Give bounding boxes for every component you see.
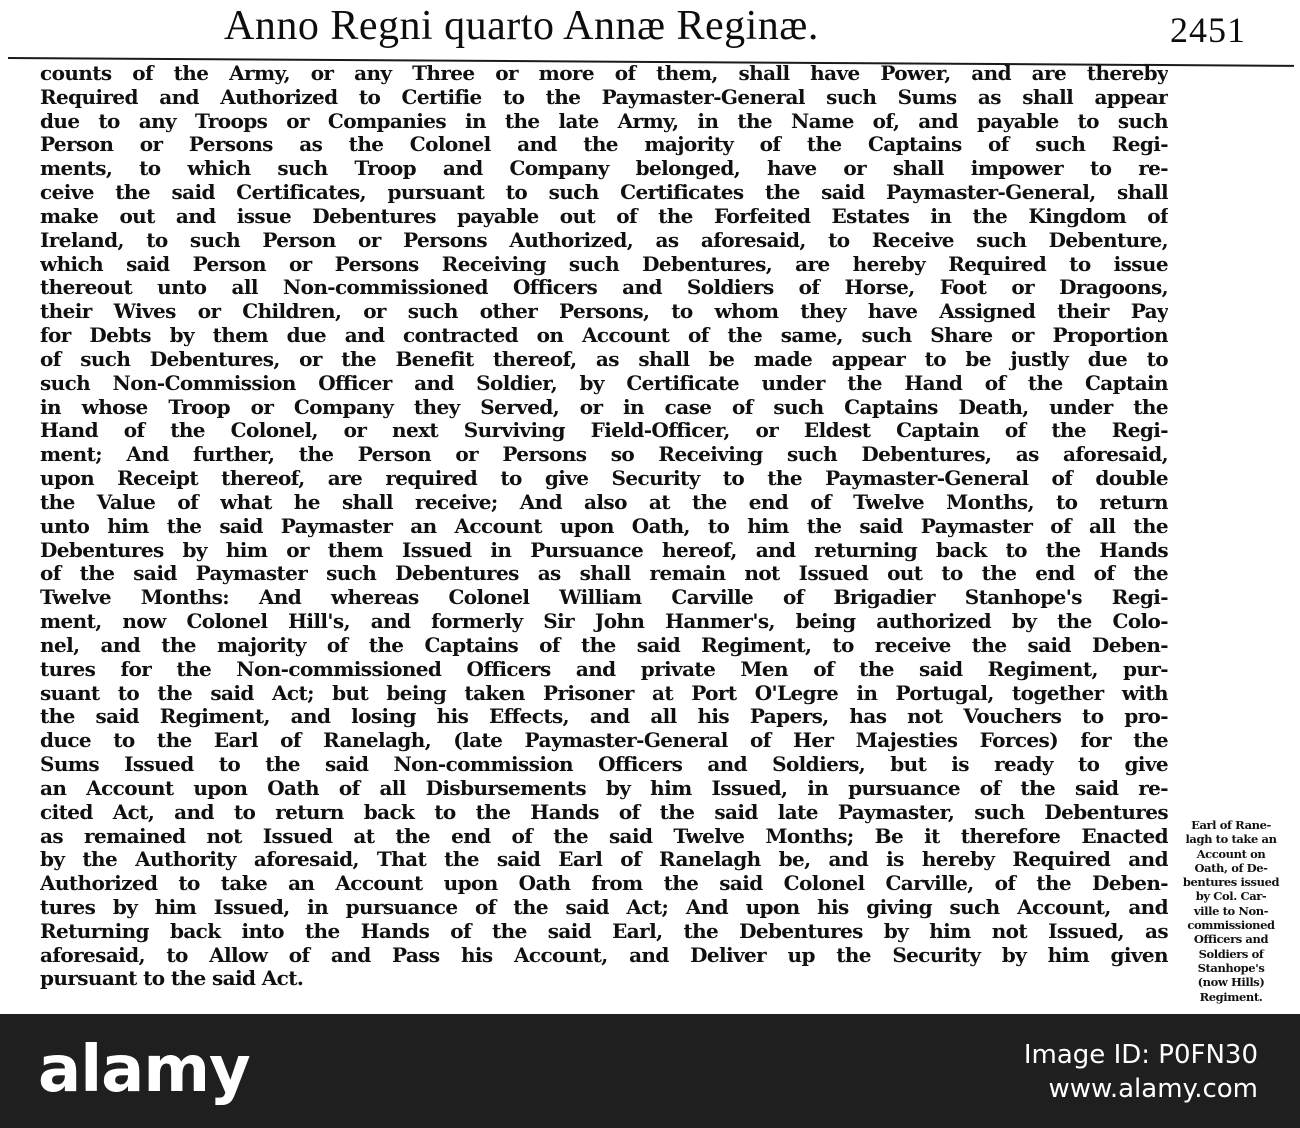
- site-url: www.alamy.com: [1048, 1074, 1258, 1104]
- image-reference: [1024, 1038, 1258, 1106]
- text-line: nel, and the majority of the Captains of the said Regiment, to receive the said Deben-: [40, 633, 1168, 657]
- text-line: of the said Paymaster such Debentures as shall remain not Issued out to the end of the: [40, 562, 1168, 586]
- text-line: tures for the Non-commissioned Officers and private Men of the said Regiment, pur-: [40, 657, 1168, 681]
- text-line: Person or Persons as the Colonel and the majority of the Captains of such Regi-: [40, 133, 1168, 157]
- text-line: in whose Troop or Company they Served, or in case of such Captains Death, under the: [40, 395, 1168, 419]
- text-line: tures by him Issued, in pursuance of the said Act; And upon his giving such Account, and: [40, 895, 1168, 919]
- text-line: Ireland, to such Person or Persons Authorized, as aforesaid, to Receive such Debenture,: [40, 228, 1168, 252]
- margin-note-line: (now Hills): [1197, 975, 1265, 990]
- margin-note-line: bentures issued: [1182, 875, 1280, 890]
- text-line: for Debts by them due and contracted on Account of the same, such Share or Proportion: [40, 324, 1168, 348]
- image-id-label: Image ID: P0FN30: [1023, 1040, 1258, 1070]
- margin-note-line: Stanhope's: [1197, 960, 1265, 975]
- margin-note-line: commissioned: [1187, 918, 1275, 933]
- text-line: ment, now Colonel Hill's, and formerly Sir John Hanmer's, being authorized by the Colo-: [40, 610, 1168, 634]
- brand-logo: alamy: [38, 1033, 250, 1107]
- text-line: cited Act, and to return back to the Hands of the said late Paymaster, such Debentures: [40, 800, 1168, 824]
- text-line: upon Receipt thereof, are required to give Security to the Paymaster-General of double: [40, 467, 1168, 491]
- margin-note-line: Oath, of De-: [1194, 860, 1268, 875]
- text-line: Twelve Months: And whereas Colonel William Carville of Brigadier Stanhope's Regi-: [40, 586, 1168, 610]
- margin-note-line: ville to Non-: [1193, 903, 1269, 918]
- margin-note-line: Soldiers of: [1198, 946, 1264, 961]
- running-header-title: Anno Regni quarto Annæ Reginæ.: [224, 3, 819, 49]
- margin-note-line: Regiment.: [1199, 989, 1263, 1004]
- text-line: suant to the said Act; but being taken Prisoner at Port O'Legre in Portugal, together with: [40, 681, 1168, 705]
- margin-note-line: Officers and: [1193, 932, 1269, 947]
- text-line: the said Regiment, and losing his Effects, and all his Papers, has not Vouchers to pro-: [40, 705, 1168, 729]
- text-line: ceive the said Certificates, pursuant to such Certificates the said Paymaster-General, shall: [40, 181, 1168, 205]
- text-line: duce to the Earl of Ranelagh, (late Paymaster-General of Her Majesties Forces) for the: [40, 729, 1168, 753]
- margin-note-line: lagh to take an: [1185, 832, 1277, 847]
- text-line: which said Person or Persons Receiving such Debentures, are hereby Required to issue: [40, 252, 1168, 276]
- text-line: Authorized to take an Account upon Oath from the said Colonel Carville, of the Deben-: [40, 872, 1168, 896]
- text-line: due to any Troops or Companies in the late Army, in the Name of, and payable to such: [40, 109, 1168, 133]
- stock-watermark-banner: [0, 1014, 1300, 1128]
- margin-note: [1166, 818, 1296, 1004]
- text-line: Required and Authorized to Certifie to the Paymaster-General such Sums as shall appear: [40, 85, 1168, 109]
- text-line: aforesaid, to Allow of and Pass his Account, and Deliver up the Security by him given: [40, 943, 1168, 967]
- text-line: by the Authority aforesaid, That the said Earl of Ranelagh be, and is hereby Required and: [40, 848, 1168, 872]
- text-line: ments, to which such Troop and Company belonged, have or shall impower to re-: [40, 157, 1168, 181]
- text-line: as remained not Issued at the end of the said Twelve Months; Be it therefore Enacted: [40, 824, 1168, 848]
- text-line: Debentures by him or them Issued in Pursuance hereof, and returning back to the Hands: [40, 538, 1168, 562]
- text-line: make out and issue Debentures payable out of the Forfeited Estates in the Kingdom of: [40, 204, 1168, 228]
- text-line: counts of the Army, or any Three or more of them, shall have Power, and are thereby: [40, 62, 1168, 85]
- text-line: such Non-Commission Officer and Soldier, by Certificate under the Hand of the Captain: [40, 371, 1168, 395]
- text-line: Sums Issued to the said Non-commission Officers and Soldiers, but is ready to give: [40, 753, 1168, 777]
- text-line: an Account upon Oath of all Disbursements by him Issued, in pursuance of the said re-: [40, 776, 1168, 800]
- text-line: unto him the said Paymaster an Account upon Oath, to him the said Paymaster of all the: [40, 514, 1168, 538]
- text-line: Returning back into the Hands of the said Earl, the Debentures by him not Issued, as: [40, 919, 1168, 943]
- text-line: of such Debentures, or the Benefit thereof, as shall be made appear to be justly due to: [40, 347, 1168, 371]
- page-number: 2451: [1170, 10, 1246, 50]
- margin-note-line: by Col. Car-: [1195, 889, 1267, 904]
- text-line: thereout unto all Non-commissioned Officers and Soldiers of Horse, Foot or Dragoons,: [40, 276, 1168, 300]
- margin-note-line: Account on: [1196, 846, 1266, 861]
- text-line: ment; And further, the Person or Persons so Receiving such Debentures, as aforesaid,: [40, 443, 1168, 467]
- text-line: pursuant to the said Act.: [40, 967, 304, 991]
- text-line: the Value of what he shall receive; And also at the end of Twelve Months, to return: [40, 490, 1168, 514]
- main-text-block: [40, 62, 1168, 991]
- text-line: Hand of the Colonel, or next Surviving Field-Officer, or Eldest Captain of the Regi-: [40, 419, 1168, 443]
- text-line: their Wives or Children, or such other Persons, to whom they have Assigned their Pay: [40, 300, 1168, 324]
- margin-note-line: Earl of Rane-: [1191, 818, 1271, 832]
